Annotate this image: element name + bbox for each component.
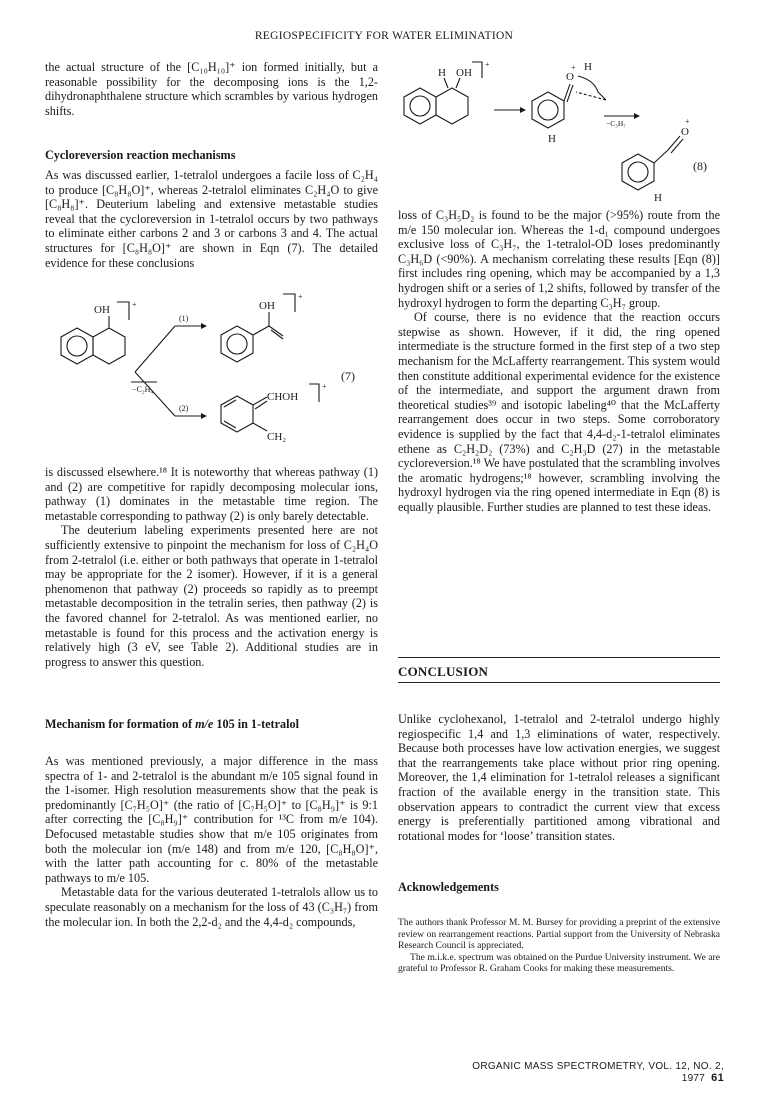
eq8-oh-label: OH: [456, 67, 472, 79]
page-footer: [434, 1061, 724, 1084]
tetralol-oh-label: OH: [94, 304, 110, 316]
eq8-saturated-ring: [436, 88, 468, 124]
equation-8-scheme: [398, 56, 720, 206]
eq8-oh-bond: [456, 78, 460, 88]
acknowledgements-p2: The m.i.k.e. spectrum was obtained on the Purdue University instrument. We are grateful to Professor R. Graham Cooks for making these measurements.: [398, 951, 720, 975]
eq8-intermediate-o-charge: +: [571, 63, 576, 72]
equation-8-number: (8): [693, 159, 707, 173]
paragraph-deuterium: The deuterium labeling experiments presented here are not sufficiently extensive to pinpoint the mechanism for loss of C₂H₄O from 2-tetralol (i.e. either or both pathways that operate in 1-tetralol may be appropriate for the 2 isomer). However, if it is a general phenomenon that pathway (2) proceeds so rapidly as to preempt metastable decomposition in the tetralin series, then pathway (2) is the favored channel for 2-tetralol. As was mentioned earlier, no metastable is found for this process and the activation energy is relatively high (3 eV, see Table 2). Additional studies are in progress to answer this question.: [45, 523, 378, 669]
tetralol-ion-bracket: [117, 302, 129, 320]
section-title-cycloreversion: Cycloreversion reaction mechanisms: [45, 148, 236, 162]
paragraph-cycloreversion: [45, 168, 378, 270]
path-2-arrowhead: [201, 413, 207, 419]
tetralol-charge: +: [132, 300, 137, 309]
paragraph-metastable: Metastable data for the various deuterated 1-tetralols allow us to speculate reasonably on a mechanism for the loss of 43 (C₃H₇) from the molecular ion. In both the 2,2-d₂ and the 4,4-d₂ compounds,: [45, 885, 378, 929]
paragraph-loss: [398, 208, 720, 514]
product-2-chohl-bond: [253, 397, 267, 405]
eq8-charge: +: [485, 60, 490, 69]
eq8-intermediate-o-label: O: [566, 71, 574, 83]
footer-journal: ORGANIC MASS SPECTROMETRY, VOL. 12, NO. 2, 1977: [472, 1061, 724, 1084]
eq8-intermediate-h2-label: H: [548, 133, 556, 145]
path-1-arrowhead: [201, 323, 207, 329]
product-1-ring: [221, 326, 253, 362]
eq8-product-co-2: [671, 139, 683, 153]
product-2-double-1: [224, 400, 236, 407]
product-2-chohl-label: CHOH: [267, 391, 299, 403]
product-2-charge: +: [322, 382, 327, 391]
eq8-arrowhead-1: [520, 107, 526, 113]
conclusion-title: CONCLUSION: [398, 664, 489, 679]
product-1-c-bond: [253, 326, 269, 335]
paragraph-cycloreversion-text: As was discussed earlier, 1-tetralol undergoes a facile loss of C₂H₄ to produce [C₈H₈O]⁺, whereas 2-tetralol eliminates C₂H₄O to give [C₈H₈]⁺. Deuterium labeling and extensive metastable studies reveal that the cycloreversion in 1-tetralol occurs by two pathways to eliminate either carbons 2 and 3 or carbons 3 and 4. The actual structures for [C₈H₈O]⁺ are shown in Eqn (7). The detailed evidence for these conclusions: [45, 168, 378, 270]
eq8-loss-label: −C₃H₇: [606, 119, 626, 128]
product-1-charge: +: [298, 292, 303, 301]
eq8-intermediate-co-double: [567, 85, 573, 102]
product-2-ch2-label: CH₂: [267, 431, 287, 443]
eq8-product-o-label: O: [681, 126, 689, 138]
tetralol-aromatic-circle: [67, 336, 87, 356]
eq8-intermediate-chain: [578, 76, 606, 100]
paragraph-mechanism: [45, 754, 378, 929]
acknowledgements-text: [398, 917, 720, 975]
path-1-label: (1): [179, 314, 189, 323]
product-2-ring: [221, 396, 253, 432]
product-1-aromatic-circle: [227, 334, 247, 354]
product-1-oh-label: OH: [259, 300, 275, 312]
paragraph-after-eq7: [45, 465, 378, 669]
product-2-ion-bracket: [309, 384, 319, 402]
paragraph-intro: [45, 60, 378, 118]
paragraph-intro-text: the actual structure of the [C₁₀H₁₀]⁺ ion formed initially, but a reasonable possibility for the decomposing ions is the 1,2-dihydronaphthalene structure which scrambles by various hydrogen shifts.: [45, 60, 378, 118]
eq8-h-label: H: [438, 67, 446, 79]
eq8-intermediate-ring: [532, 92, 564, 128]
eq8-product-aromatic: [628, 162, 648, 182]
section-title-mechanism: Mechanism for formation of m/e 105 in 1-tetralol: [45, 717, 299, 731]
path-1-line: [135, 326, 175, 372]
equation-7-scheme: [45, 292, 378, 458]
eq8-product-ring: [622, 154, 654, 190]
product-2-double-2: [224, 421, 236, 428]
eq8-aromatic-circle: [410, 96, 430, 116]
acknowledgements-p1: The authors thank Professor M. M. Bursey for providing a preprint of the extensive review on rearrangement reactions. Partial support from the University of Nebraska Research Council is appreciated.: [398, 917, 720, 952]
running-title: REGIOSPECIFICITY FOR WATER ELIMINATION: [254, 30, 514, 42]
paragraph-after-eq7-text: is discussed elsewhere.¹⁸ It is noteworthy that whereas pathway (1) and (2) are competitive for rapidly decomposing molecular ions, pathway (1) dominates in the metastable time region. The metastable corresponding to pathway (2) is only barely detectable.: [45, 465, 378, 523]
footer-page-number: 61: [711, 1072, 724, 1084]
tetralol-saturated-ring: [93, 328, 125, 364]
eq8-loss-arrowhead: [634, 113, 640, 119]
equation-7-number: (7): [341, 369, 355, 383]
eq8-intermediate-co-bond: [564, 84, 570, 101]
conclusion-bottom-rule: [398, 682, 720, 683]
product-1-ion-bracket: [283, 294, 295, 312]
eq8-benzene-ring: [404, 88, 436, 124]
eq8-product-c-bond: [654, 150, 668, 163]
conclusion-top-rule: [398, 657, 720, 658]
eq8-intermediate-aromatic: [538, 100, 558, 120]
eq8-product-co-1: [668, 136, 680, 150]
tetralol-benzene-ring: [61, 328, 93, 364]
path-2-line: [135, 372, 175, 416]
product-2-ch2-bond: [253, 423, 267, 431]
product-1-ch2-bond: [269, 326, 283, 336]
paragraph-loss-text: loss of C₃H₅D₂ is found to be the major (>95%) route from the m/e 150 molecular ion. Whereas the 1-d₁ compound undergoes exclusive loss of C₃H₇, the 1-tetralol-OD loses predominantly C₃H₆D (<90%). A mechanism correlating these results [Eqn (8)] first includes ring opening, which may be accompanied by a 1,3 hydrogen shift or a series of 1,2 shifts, followed by transfer of the hydroxyl hydrogen to form the departing C₃H₇ group.: [398, 208, 720, 310]
eq8-ion-bracket: [472, 62, 482, 78]
paragraph-conclusion: [398, 712, 720, 843]
paragraph-course: Of course, there is no evidence that the reaction occurs stepwise as shown. However, if it did, the ring opened intermediate is the structure formed in the first step of a two step mechanism for the McLafferty rearrangement. This system would then constitute additional experimental evidence for the existence of the intermediate, and support the argument drawn from theoretical studies³⁹ and isotopic labeling⁴⁰ that the McLafferty rearrangement does occur in two steps. Some corroboratory evidence is supplied by the fact that 4,4-d₂-1-tetralol eliminates ethene as C₂H₂D₂ (73%) and C₂H₃D (27) in the metastable cycloreversion.¹⁸ We have postulated that the scrambling involves the aromatic hydrogens;¹⁸ however, scrambling involving the hydroxyl hydrogen via the ring opened intermediate in Eqn (8) is equally plausible. Further studies are planned to test these ideas.: [398, 310, 720, 514]
loss-c2h4-label: −C₂H₄: [132, 385, 154, 394]
paragraph-mechanism-text: As was mentioned previously, a major difference in the mass spectra of 1- and 2-tetralol is the abundant m/e 105 signal found in the 1-isomer. High resolution measurements show that the peak is predominantly [C₇H₅O]⁺ (the ratio of [C₇H₅O]⁺ to [C₈H₉]⁺ is 9:1 after correcting the [C₈H₉]⁺ contribution for ¹³C from m/e 104). Defocused metastable studies show that m/e 105 originates from both the molecular ion (m/e 148) and from m/e 120, [C₈H₈O]⁺, with the latter path accounting for c. 80% of the metastable pathways to m/e 105.: [45, 754, 378, 885]
eq8-product-h-label: H: [654, 192, 662, 204]
eq8-h-bond: [444, 78, 448, 88]
acknowledgements-title: Acknowledgements: [398, 880, 499, 894]
eq8-intermediate-h-label: H: [584, 61, 592, 73]
eq8-product-charge: +: [685, 117, 690, 126]
path-2-label: (2): [179, 404, 189, 413]
paragraph-conclusion-text: Unlike cyclohexanol, 1-tetralol and 2-tetralol undergo highly regiospecific 1,4 and 1,3 eliminations of water, respectively. Because both processes have low activation energies, we suggest that the rearrangements take place without prior ring opening. Moreover, the 1,4 elimination for 1-tetralol releases a significant fraction of the available energy in the transition state. This observation appears to contradict the current view that excess energy is preferentially partitioned among vibrational and rotational modes for ‘loose’ transition states.: [398, 712, 720, 843]
